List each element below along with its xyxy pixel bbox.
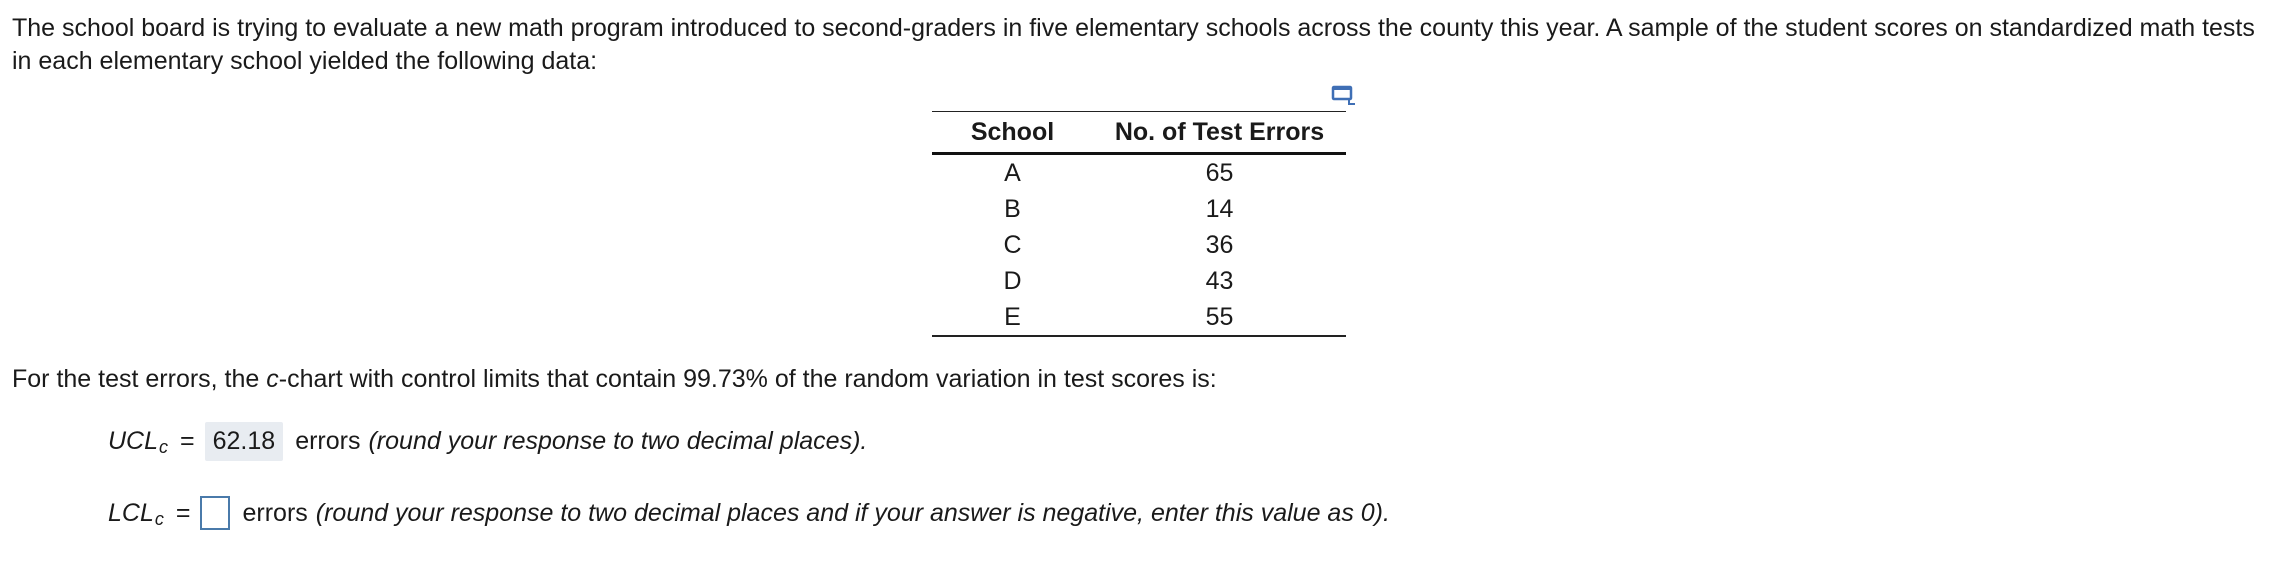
school-column-header: School <box>932 112 1093 154</box>
ucl-subscript: c <box>159 437 169 457</box>
problem-statement: The school board is trying to evaluate a new math program introduced to second-graders in five elementary schools across the county this year. A sample of the student scores on standardized math tests in each elementary school yielded the following data: <box>12 14 2255 75</box>
table-row <box>932 299 1346 336</box>
school-cell: A <box>1004 158 1021 187</box>
errors-cell: 36 <box>1205 230 1234 259</box>
errors-cell: 55 <box>1093 299 1346 336</box>
table-header-row <box>932 112 1346 154</box>
question-text <box>12 363 1217 396</box>
expand-table-icon[interactable] <box>1330 84 1358 108</box>
lcl-subscript: c <box>154 508 164 529</box>
table-row <box>932 191 1346 227</box>
errors-cell: 43 <box>1205 266 1234 295</box>
question-suffix: -chart with control limits that contain 99.73% of the random variation in test scores is: <box>278 365 1217 393</box>
school-cell: C <box>1003 230 1022 259</box>
ucl-units: errors <box>295 427 361 455</box>
table-row <box>932 227 1346 263</box>
ucl-hint: (round your response to two decimal places). <box>368 427 868 455</box>
errors-cell: 14 <box>1205 194 1234 223</box>
question-c-variable: c <box>266 365 279 393</box>
lcl-units: errors <box>242 498 308 527</box>
lcl-answer-input[interactable] <box>200 496 230 530</box>
test-errors-table <box>932 111 1346 337</box>
ucl-answer-value[interactable]: 62.18 <box>205 422 284 461</box>
lcl-hint: (round your response to two decimal places and if your answer is negative, enter this value as 0). <box>315 498 1390 527</box>
lcl-equals: = <box>175 498 191 527</box>
school-cell: B <box>1004 194 1021 223</box>
table-row <box>932 263 1346 299</box>
lcl-label-text: LCL <box>108 498 154 527</box>
lcl-answer-line <box>108 496 1390 530</box>
question-prefix: For the test errors, the <box>12 365 267 393</box>
ucl-label <box>108 427 168 456</box>
ucl-answer-line <box>108 422 867 461</box>
ucl-label-text: UCL <box>108 427 159 455</box>
errors-cell: 65 <box>1205 158 1234 187</box>
school-cell: E <box>932 299 1093 336</box>
ucl-equals: = <box>180 427 195 455</box>
lcl-label <box>108 499 164 528</box>
errors-column-header: No. of Test Errors <box>1093 112 1346 154</box>
school-cell: D <box>1003 266 1022 295</box>
table-row <box>932 154 1346 192</box>
